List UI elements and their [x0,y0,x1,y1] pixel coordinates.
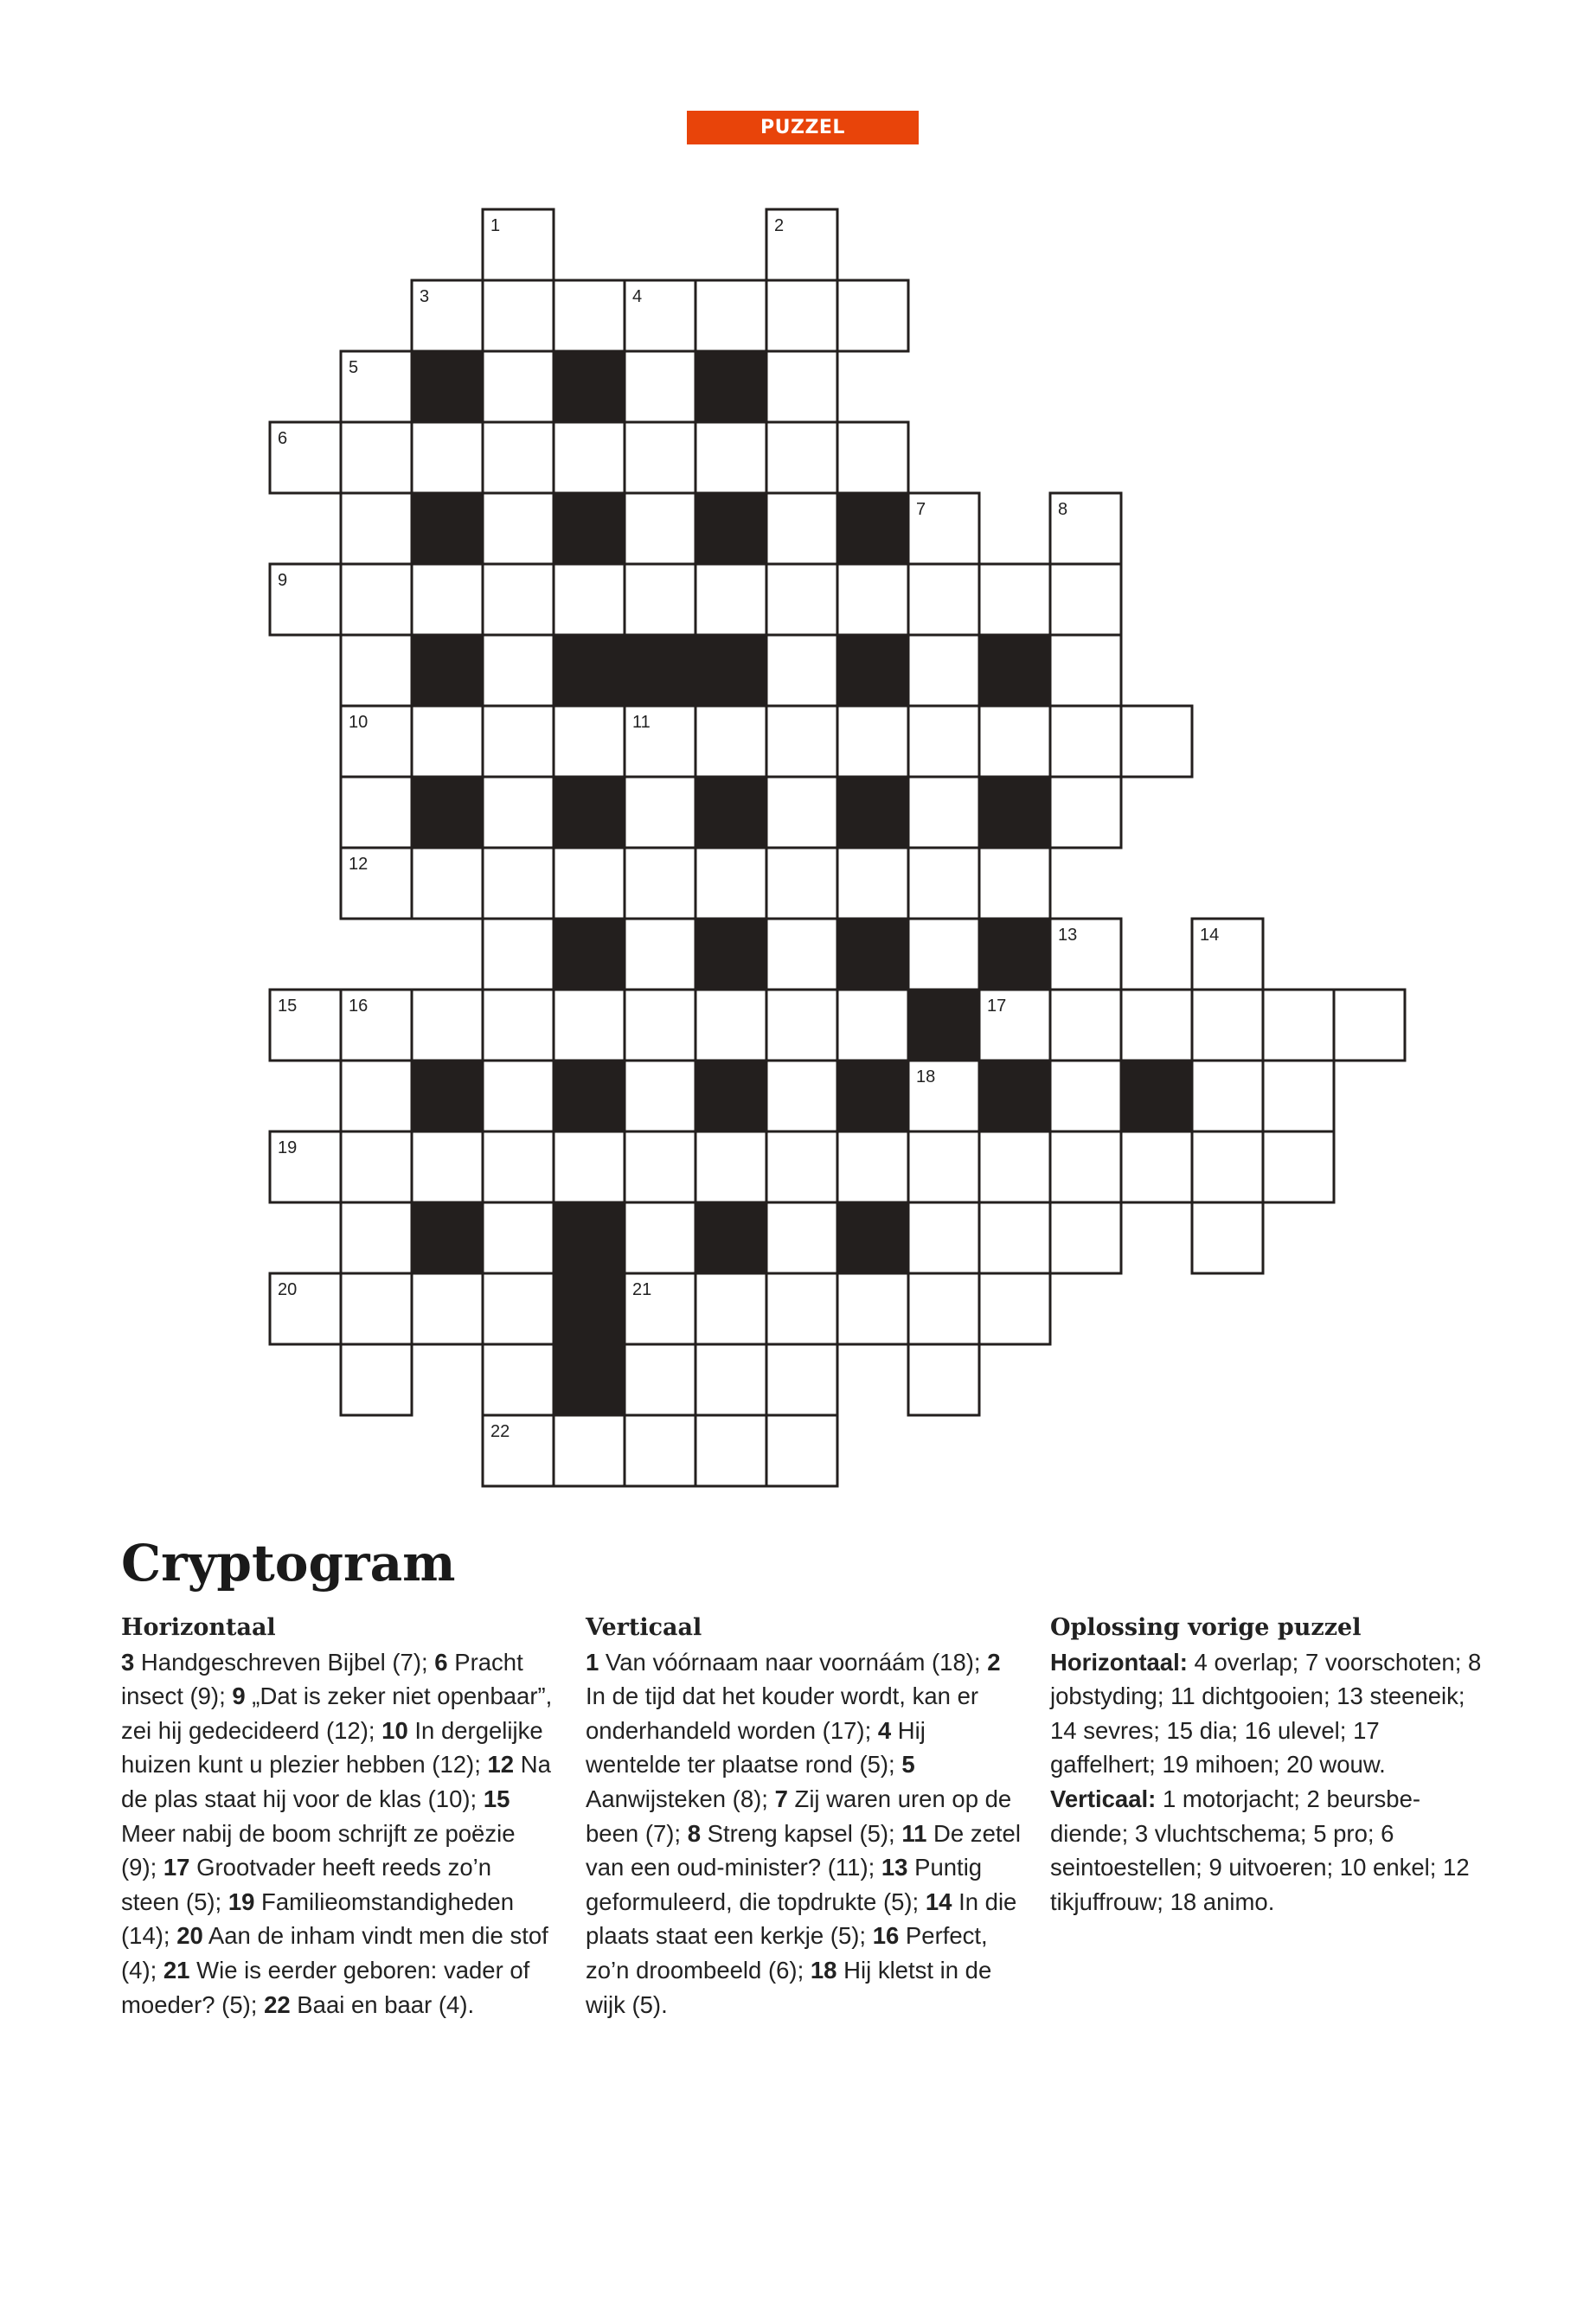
clue-horizontaal-number: 9 [232,1682,246,1710]
grid-cell[interactable] [908,777,979,848]
grid-cell[interactable] [837,1131,908,1202]
grid-cell[interactable] [625,848,695,919]
clue-verticaal-number: 11 [901,1819,927,1847]
grid-clue-number: 20 [278,1280,298,1299]
clue-verticaal-number: 7 [774,1785,788,1812]
grid-cell[interactable] [908,635,979,706]
grid-cell-black [554,635,625,706]
clue-horizontaal-number: 3 [121,1648,135,1676]
grid-cell-black [412,635,483,706]
grid-cell[interactable] [1263,1061,1334,1131]
section-badge: PUZZEL [687,111,919,144]
previous-solution-verticaal-label: Verticaal: [1050,1785,1157,1812]
grid-cell[interactable] [695,1131,766,1202]
grid-cell[interactable] [695,706,766,777]
grid-cell[interactable] [341,1202,412,1273]
clue-horizontaal-number: 19 [228,1888,255,1915]
grid-cell[interactable] [341,1131,412,1202]
grid-cell[interactable] [483,1202,554,1273]
clue-horizontaal-text: Aan de inham vindt men die stof (4); [121,1922,548,1984]
grid-cell[interactable] [554,1131,625,1202]
grid-cell-black [554,1344,625,1415]
clue-verticaal-text: In de tijd dat het kouder wordt, kan er onderhandeld worden (17); [586,1682,979,1744]
grid-cell[interactable] [1263,1131,1334,1202]
grid-cell[interactable] [625,1344,695,1415]
grid-cell[interactable] [483,706,554,777]
grid-cell[interactable] [1192,1131,1263,1202]
grid-cell[interactable] [341,1344,412,1415]
grid-clue-number: 8 [1058,500,1068,519]
grid-cell[interactable] [341,777,412,848]
clue-horizontaal-number: 12 [487,1751,515,1779]
grid-cell-black [979,777,1050,848]
clue-horizontaal-text: „Dat is zeker niet openbaar”, zei hij gedecideerd (12); [121,1682,553,1744]
grid-cell-black [554,919,625,990]
grid-cell-black [554,1061,625,1131]
grid-cell-black [554,351,625,422]
clue-horizontaal-text: Grootvader heeft reeds zo’n steen (5); [121,1854,492,1915]
grid-clue-number: 11 [632,713,651,732]
clue-verticaal-number: 16 [872,1922,900,1950]
grid-cell[interactable] [766,1273,837,1344]
grid-cell[interactable] [766,1202,837,1273]
grid-cell-black [837,777,908,848]
clue-horizontaal-number: 17 [163,1854,190,1881]
grid-cell[interactable] [1050,990,1121,1061]
clue-horizontaal-text: Pracht insect (9); [121,1648,523,1710]
grid-cell[interactable] [412,564,483,635]
clue-horizontaal-number: 15 [483,1785,510,1812]
grid-clue-number: 10 [349,713,369,732]
clue-verticaal-text: In die plaats staat een kerkje (5); [586,1888,1017,1950]
clue-horizontaal-text: Familieomstandigheden (14); [121,1888,515,1950]
grid-cell-black [695,493,766,564]
grid-cell-black [554,1273,625,1344]
grid-cell[interactable] [1192,990,1263,1061]
clue-verticaal-text: Hij kletst in de wijk (5). [586,1956,992,2018]
grid-cell[interactable] [1050,777,1121,848]
grid-cell[interactable] [554,564,625,635]
grid-cell[interactable] [554,990,625,1061]
grid-cell[interactable] [341,493,412,564]
grid-cell-black [695,1202,766,1273]
grid-cell[interactable] [837,1273,908,1344]
grid-cell[interactable] [1050,1131,1121,1202]
grid-clue-number: 17 [987,997,1007,1016]
grid-cell[interactable] [766,848,837,919]
grid-cell[interactable] [979,1273,1050,1344]
grid-cell-black [837,1202,908,1273]
grid-cell[interactable] [766,1061,837,1131]
grid-cell[interactable] [554,422,625,493]
clue-horizontaal-text: Wie is eerder geboren: vader of moeder? (5); [121,1956,530,2018]
grid-cell[interactable] [766,777,837,848]
grid-clue-number: 15 [278,997,298,1016]
grid-cell[interactable] [1050,1061,1121,1131]
grid-cell-black [695,1061,766,1131]
clue-horizontaal-number: 10 [381,1716,408,1744]
clue-verticaal-number: 8 [687,1819,702,1847]
clues-horizontaal-heading: Horizontaal [121,1614,276,1641]
grid-cell[interactable] [412,1131,483,1202]
clue-verticaal-number: 18 [810,1956,837,1984]
grid-cell[interactable] [979,1202,1050,1273]
grid-cell[interactable] [695,990,766,1061]
grid-cell[interactable] [766,919,837,990]
grid-clue-number: 3 [420,287,430,306]
grid-cell[interactable] [979,564,1050,635]
grid-cell[interactable] [483,1273,554,1344]
grid-cell[interactable] [766,1131,837,1202]
grid-cell[interactable] [908,1344,979,1415]
clue-verticaal-number: 13 [881,1854,908,1881]
grid-cell[interactable] [695,1273,766,1344]
grid-cell[interactable] [483,1344,554,1415]
clue-verticaal-text: Streng kapsel (5); [701,1819,902,1847]
clue-verticaal-text: Perfect, zo’n droombeeld (6); [586,1922,988,1984]
grid-cell-black [412,351,483,422]
grid-cell[interactable] [625,351,695,422]
grid-cell[interactable] [483,848,554,919]
grid-cell-black [837,1061,908,1131]
grid-cell[interactable] [766,351,837,422]
clue-verticaal-text: Zij waren uren op de been (7); [586,1785,1012,1847]
clue-horizontaal-number: 20 [176,1922,203,1950]
grid-cell[interactable] [837,564,908,635]
grid-cell-black [554,777,625,848]
clue-verticaal-text: De zetel van een oud-minister? (11); [586,1819,1021,1881]
grid-cell[interactable] [412,706,483,777]
previous-solution-heading: Oplossing vorige puzzel [1050,1614,1362,1641]
grid-cell[interactable] [483,1131,554,1202]
grid-cell[interactable] [483,564,554,635]
clue-horizontaal-number: 22 [264,1990,291,2018]
previous-solution [1050,1611,1483,1919]
clue-verticaal-number: 5 [901,1751,915,1779]
grid-cell[interactable] [695,1415,766,1486]
previous-solution-verticaal [1050,1782,1483,1919]
grid-cell-black [1121,1061,1192,1131]
grid-cell[interactable] [1050,635,1121,706]
grid-clue-number: 2 [774,216,785,235]
grid-cell[interactable] [554,848,625,919]
grid-cell[interactable] [837,422,908,493]
grid-cell[interactable] [695,564,766,635]
grid-cell[interactable] [625,493,695,564]
grid-cell-black [979,1061,1050,1131]
clue-horizontaal-text: Meer nabij de boom schrijft ze poëzie (9); [121,1819,516,1881]
grid-cell[interactable] [483,280,554,351]
clues-verticaal [586,1611,1022,2022]
grid-cell[interactable] [341,1061,412,1131]
grid-clue-number: 22 [490,1422,510,1441]
grid-cell[interactable] [837,280,908,351]
grid-cell[interactable] [1192,1202,1263,1273]
grid-cell-black [837,493,908,564]
grid-cell[interactable] [908,564,979,635]
grid-clue-number: 9 [278,571,288,590]
grid-cell-black [979,635,1050,706]
clue-horizontaal-number: 6 [434,1648,448,1676]
grid-cell[interactable] [695,1344,766,1415]
grid-cell[interactable] [695,422,766,493]
grid-cell[interactable] [412,848,483,919]
grid-clue-number: 5 [349,358,359,377]
grid-cell[interactable] [412,422,483,493]
grid-cell[interactable] [1334,990,1405,1061]
grid-cell-black [695,777,766,848]
grid-cell[interactable] [908,848,979,919]
grid-clue-number: 4 [632,287,643,306]
clue-verticaal-text: Aanwijsteken (8); [586,1785,775,1812]
grid-clue-number: 16 [349,997,369,1016]
grid-cell[interactable] [837,706,908,777]
clue-verticaal-number: 4 [877,1716,892,1744]
grid-cell[interactable] [908,919,979,990]
previous-solution-verticaal-text: 1 motorjacht; 2 beursbediende; 3 vluchtschema; 5 pro; 6 seintoestellen; 9 uitvoeren; 10 enkel; 12 tikjuffrouw; 18 animo. [1050,1785,1470,1915]
clues-verticaal-heading: Verticaal [586,1614,702,1641]
clue-horizontaal-number: 21 [163,1956,190,1984]
grid-cell-black [412,1061,483,1131]
clue-verticaal-number: 2 [987,1648,1001,1676]
grid-cell-black [412,1202,483,1273]
grid-cell[interactable] [1121,1131,1192,1202]
grid-cell[interactable] [837,990,908,1061]
grid-cell-black [554,493,625,564]
grid-clue-number: 21 [632,1280,652,1299]
grid-cell[interactable] [412,990,483,1061]
grid-cell[interactable] [625,564,695,635]
grid-cell-black [625,635,695,706]
grid-cell[interactable] [695,848,766,919]
clue-verticaal-number: 1 [586,1648,599,1676]
grid-cell[interactable] [483,1061,554,1131]
grid-cell[interactable] [1050,1202,1121,1273]
grid-cell[interactable] [908,1131,979,1202]
grid-cell[interactable] [625,1415,695,1486]
grid-cell[interactable] [766,422,837,493]
grid-cell[interactable] [1192,1061,1263,1131]
grid-cell[interactable] [483,351,554,422]
grid-cell[interactable] [766,280,837,351]
grid-cell[interactable] [766,1415,837,1486]
grid-cell[interactable] [766,706,837,777]
grid-cell-black [412,493,483,564]
grid-clue-number: 18 [916,1067,936,1086]
grid-clue-number: 6 [278,429,288,448]
grid-cell[interactable] [908,1202,979,1273]
grid-cell[interactable] [625,422,695,493]
grid-clue-number: 1 [490,216,501,235]
grid-cell-black [979,919,1050,990]
clue-verticaal-text: Van vóórnaam naar voornáám (18); [599,1648,988,1676]
grid-cell[interactable] [483,422,554,493]
grid-cell[interactable] [341,422,412,493]
grid-cell[interactable] [1050,706,1121,777]
grid-cell[interactable] [1121,706,1192,777]
clues-horizontaal-list [121,1645,554,2022]
grid-cell[interactable] [1121,990,1192,1061]
grid-cell[interactable] [908,706,979,777]
grid-cell-black [695,919,766,990]
grid-cell-black [554,1202,625,1273]
grid-cell-black [837,635,908,706]
grid-cell-black [908,990,979,1061]
grid-cell-black [837,919,908,990]
grid-cell[interactable] [483,777,554,848]
grid-cell[interactable] [625,990,695,1061]
grid-cell[interactable] [554,706,625,777]
grid-cell[interactable] [483,919,554,990]
grid-cell[interactable] [483,493,554,564]
grid-cell[interactable] [625,1061,695,1131]
grid-cell[interactable] [766,635,837,706]
grid-cell[interactable] [625,1202,695,1273]
grid-cell[interactable] [837,848,908,919]
grid-cell[interactable] [766,990,837,1061]
grid-cell[interactable] [554,280,625,351]
grid-cell[interactable] [341,635,412,706]
grid-cell[interactable] [1050,564,1121,635]
clues-horizontaal [121,1611,554,2022]
puzzle-title: Cryptogram [121,1534,456,1593]
grid-cell[interactable] [554,1415,625,1486]
grid-cell[interactable] [766,493,837,564]
grid-cell[interactable] [412,1273,483,1344]
clue-horizontaal-text: Baai en baar (4). [290,1990,475,2018]
previous-solution-horizontaal-text: 4 overlap; 7 voorschoten; 8 jobstyding; 11 dichtgooien; 13 steeneik; 14 sevres; 15 dia; 16 ulevel; 17 gaffelhert; 19 mihoen; 20 wouw. [1050,1648,1482,1779]
grid-cell[interactable] [1263,990,1334,1061]
grid-cell-black [695,635,766,706]
grid-cell[interactable] [625,1131,695,1202]
grid-cell[interactable] [625,919,695,990]
grid-cell[interactable] [766,1344,837,1415]
grid-clue-number: 7 [916,500,926,519]
clues-verticaal-list [586,1645,1022,2022]
grid-cell[interactable] [483,635,554,706]
clue-horizontaal-text: Handgeschreven Bijbel (7); [134,1648,435,1676]
grid-cell[interactable] [979,848,1050,919]
grid-cell[interactable] [766,564,837,635]
clue-horizontaal-text: Na de plas staat hij voor de klas (10); [121,1751,551,1812]
grid-cell[interactable] [483,990,554,1061]
grid-clue-number: 13 [1058,926,1078,945]
grid-clue-number: 14 [1200,926,1220,945]
grid-cell[interactable] [625,777,695,848]
previous-solution-horizontaal [1050,1645,1483,1782]
clue-verticaal-number: 14 [925,1888,952,1915]
previous-solution-horizontaal-label: Horizontaal: [1050,1648,1188,1676]
grid-cell[interactable] [979,706,1050,777]
grid-cell[interactable] [695,280,766,351]
clue-verticaal-text: Puntig geformuleerd, die topdrukte (5); [586,1854,983,1915]
grid-cell[interactable] [979,1131,1050,1202]
grid-cell[interactable] [908,1273,979,1344]
grid-cell-black [695,351,766,422]
clue-verticaal-text: Hij wentelde ter plaatse rond (5); [586,1716,926,1779]
grid-clue-number: 19 [278,1138,298,1157]
grid-cell[interactable] [341,1273,412,1344]
grid-clue-number: 12 [349,855,369,874]
clue-horizontaal-text: In dergelijke huizen kunt u plezier hebben (12); [121,1716,543,1779]
grid-cell[interactable] [341,564,412,635]
grid-cell-black [412,777,483,848]
